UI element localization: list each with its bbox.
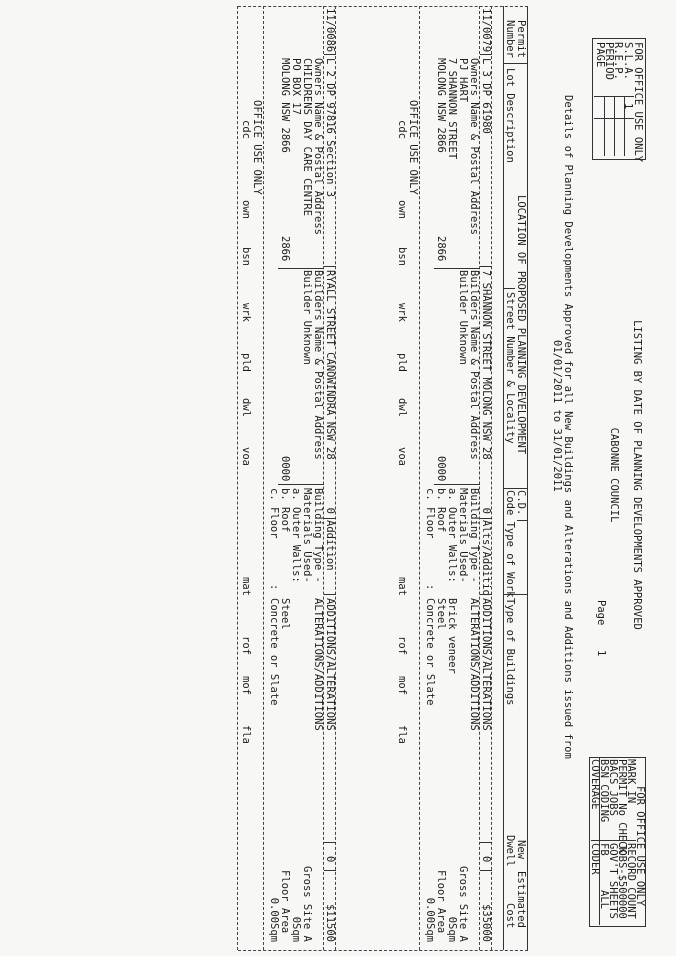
row-divider xyxy=(324,842,336,843)
owner-line: CHILDRENS DAY CARE CENTRE xyxy=(301,58,313,217)
office-right-divider xyxy=(591,840,636,841)
code-own: own xyxy=(396,200,408,219)
builder-line: Builder Unknown xyxy=(457,270,469,365)
row-divider xyxy=(480,54,492,55)
entry-new-dwell: 0 xyxy=(324,856,336,863)
floor-area-label: Floor Area xyxy=(435,870,447,934)
office-right-all: ALL xyxy=(598,890,610,909)
office-field-period: PERIOD xyxy=(603,42,615,80)
office-right-record-count: RECORD COUNT xyxy=(625,843,637,919)
row-divider xyxy=(324,870,336,871)
owner-line: MOLONG NSW 2866 xyxy=(279,58,291,153)
floor-value: Concrete or Slate xyxy=(268,598,280,706)
office-right-coverage: COVERAGE xyxy=(589,759,601,810)
owner-line: 7 SHANNON STREET xyxy=(446,58,458,160)
code-fla: fla xyxy=(396,725,408,744)
outer-walls-label: a. Outer Walls: xyxy=(446,488,458,583)
code-cdc: cdc xyxy=(396,120,408,139)
office-right-jobs-500000: JOBS-$500000 xyxy=(616,843,628,919)
entry-type-of-work: Alts/Additio xyxy=(480,520,492,596)
office-field-sla-value: 1 xyxy=(622,103,634,110)
type-of-buildings-2: ALTERATIONS/ADDITIONS xyxy=(312,598,324,731)
row-divider xyxy=(480,842,492,843)
entry-new-dwell: 0 xyxy=(480,856,492,863)
code-rof: rof xyxy=(396,636,408,655)
builder-postcode: 0000 xyxy=(279,456,291,482)
code-bsn: bsn xyxy=(240,247,252,266)
col-divider xyxy=(517,520,528,521)
office-right-bsn-coding: BSN CODING xyxy=(598,759,610,823)
floor-area-label: Floor Area xyxy=(279,870,291,934)
col-cd: C.D. xyxy=(515,490,527,516)
building-type-label: Building Type - xyxy=(312,488,324,583)
code-mof: mof xyxy=(240,676,252,695)
owner-line: MOLONG NSW 2866 xyxy=(435,58,447,153)
col-divider xyxy=(504,63,528,64)
page-number: 1 xyxy=(595,650,607,657)
row-divider xyxy=(237,6,238,950)
office-left-rule xyxy=(604,96,605,156)
gross-site-value: 0Sqm xyxy=(290,916,302,942)
row-divider xyxy=(324,54,336,55)
entry-address: RYALL STREET CANOWINDRA NSW 28 xyxy=(324,270,336,460)
floor-colon: : xyxy=(424,584,436,591)
owner-label: Owners Name & Postal Address xyxy=(312,58,324,236)
row-divider xyxy=(324,518,336,519)
entry-code: 0 xyxy=(324,507,336,514)
entry-lot: L 3 DP 61980 xyxy=(480,58,492,134)
materials-label: Materials Used- xyxy=(457,488,469,583)
builder-label: Builders Name & Postal Address xyxy=(468,270,480,460)
office-use-row-label: OFFICE USE ONLY xyxy=(251,100,263,195)
row-divider xyxy=(434,268,480,269)
gross-site-label: Gross Site A xyxy=(457,866,469,942)
col-divider xyxy=(504,488,528,489)
code-mat: mat xyxy=(396,577,408,596)
row-divider xyxy=(491,6,492,950)
left-border xyxy=(238,6,528,7)
entry-permit: 11/0086 xyxy=(324,8,336,53)
gross-site-label: Gross Site A xyxy=(301,866,313,942)
builder-postcode: 0000 xyxy=(435,456,447,482)
col-location-title: LOCATION OF PROPOSED PLANNING DEVELOPMENT xyxy=(515,195,527,455)
entry-code: 0 xyxy=(480,507,492,514)
owner-line: PJ HART xyxy=(457,58,469,103)
row-divider xyxy=(480,870,492,871)
row-divider xyxy=(324,594,336,595)
code-cdc: cdc xyxy=(240,120,252,139)
office-right-permit-check: PERMIT No CHECK xyxy=(616,759,628,854)
code-voa: voa xyxy=(396,447,408,466)
code-bsn: bsn xyxy=(396,247,408,266)
office-use-row-label: OFFICE USE ONLY xyxy=(407,100,419,195)
entry-permit: 11/0079 xyxy=(480,8,492,53)
roof-value: Steel xyxy=(435,598,447,630)
floor-value: Concrete or Slate xyxy=(424,598,436,706)
owner-postcode: 2866 xyxy=(279,236,291,262)
owner-line: PO BOX 17 xyxy=(290,58,302,115)
code-mof: mof xyxy=(396,676,408,695)
col-dwell: Dwell xyxy=(504,835,516,867)
entry-address: 7 SHANNON STREET MOLONG NSW 28 xyxy=(480,270,492,460)
col-permit: Permit xyxy=(515,20,527,58)
floor-colon: : xyxy=(268,584,280,591)
col-divider xyxy=(504,594,528,595)
office-right-mark-in: MARK IN xyxy=(625,759,637,804)
outer-walls-label: a. Outer Walls: xyxy=(290,488,302,583)
office-use-left-title: FOR OFFICE USE ONLY xyxy=(632,42,644,163)
builder-line: Builder Unknown xyxy=(301,270,313,365)
floor-label: c. Floor xyxy=(268,488,280,539)
page-label: Page xyxy=(595,600,607,626)
code-rof: rof xyxy=(240,636,252,655)
building-type-label: Building Type - xyxy=(468,488,480,583)
office-right-coder: CODER xyxy=(589,843,601,875)
roof-label: b. Roof xyxy=(435,488,447,533)
row-divider xyxy=(480,518,492,519)
row-divider xyxy=(480,594,492,595)
col-divider xyxy=(504,288,515,289)
office-right-fb: FB xyxy=(598,843,610,856)
report-title: LISTING BY DATE OF PLANNING DEVELOPMENTS APPROVED xyxy=(631,320,643,630)
entry-type-of-buildings: ADDITIONS/ALTERATIONS xyxy=(324,598,336,731)
col-code-type: Code Type of Work xyxy=(504,490,516,598)
entry-type-of-work: Addition xyxy=(324,520,336,571)
row-divider xyxy=(419,6,420,950)
col-estimated: Estimated xyxy=(515,871,527,928)
entry-lot: L 2 DP 97816 Section 3 xyxy=(324,58,336,198)
row-divider xyxy=(278,268,324,269)
builder-label: Builders Name & Postal Address xyxy=(312,270,324,460)
code-voa: voa xyxy=(240,447,252,466)
entry-type-of-buildings: ADDITIONS/ALTERATIONS xyxy=(480,598,492,731)
code-dwl: dwl xyxy=(240,398,252,417)
office-left-rule xyxy=(614,96,615,156)
code-own: own xyxy=(240,200,252,219)
office-right-rule xyxy=(599,757,600,925)
code-pld: pld xyxy=(240,353,252,372)
details-line-2: 01/01/2011 to 31/01/2011 xyxy=(551,340,563,492)
row-divider xyxy=(434,484,480,485)
details-line-1: Details of Planning Developments Approved for all New Buildings and Alterations and Additions issued from xyxy=(562,95,574,759)
floor-area-value: 0.00Sqm xyxy=(268,897,280,942)
col-type-buildings: Type of Buildings xyxy=(504,598,516,706)
owner-label: Owners Name & Postal Address xyxy=(468,58,480,236)
header-top-rule xyxy=(527,6,528,950)
col-number: Number xyxy=(504,20,516,58)
col-new: New xyxy=(515,840,527,859)
gross-site-value: 0Sqm xyxy=(446,916,458,942)
council-name: CABONNE COUNCIL xyxy=(608,427,620,523)
entry-cost: $35000 xyxy=(480,904,492,942)
office-use-right-title: FOR OFFICE USE ONLY xyxy=(634,786,646,907)
row-divider xyxy=(480,266,492,267)
code-dwl: dwl xyxy=(396,398,408,417)
row-divider xyxy=(278,484,324,485)
row-divider xyxy=(263,6,264,950)
owner-postcode: 2866 xyxy=(435,236,447,262)
roof-label: b. Roof xyxy=(279,488,291,533)
office-right-govt-sheets: GOV'T SHEETS xyxy=(607,843,619,919)
right-border xyxy=(238,950,528,951)
office-field-page: PAGE xyxy=(594,42,606,68)
floor-label: c. Floor xyxy=(424,488,436,539)
type-of-buildings-2: ALTERATIONS/ADDITIONS xyxy=(468,598,480,731)
entry-cost: $11500 xyxy=(324,904,336,942)
code-pld: pld xyxy=(396,353,408,372)
roof-value: Steel xyxy=(279,598,291,630)
code-fla: fla xyxy=(240,725,252,744)
office-field-sla: S.L.A. xyxy=(622,42,634,80)
outer-walls-value: Brick veneer xyxy=(446,598,458,674)
row-divider xyxy=(324,266,336,267)
code-wrk: wrk xyxy=(396,303,408,322)
col-location-sub: Street Number & Locality xyxy=(504,292,516,444)
col-lot: Lot Description xyxy=(504,68,516,163)
office-field-rep: R.E.P. xyxy=(612,42,624,80)
code-mat: mat xyxy=(240,577,252,596)
office-right-bacs-jobs: BACS JOBS xyxy=(607,759,619,816)
code-wrk: wrk xyxy=(240,303,252,322)
office-left-rule xyxy=(624,96,625,156)
materials-label: Materials Used- xyxy=(301,488,313,583)
col-cost: Cost xyxy=(504,903,516,929)
floor-area-value: 0.00Sqm xyxy=(424,897,436,942)
